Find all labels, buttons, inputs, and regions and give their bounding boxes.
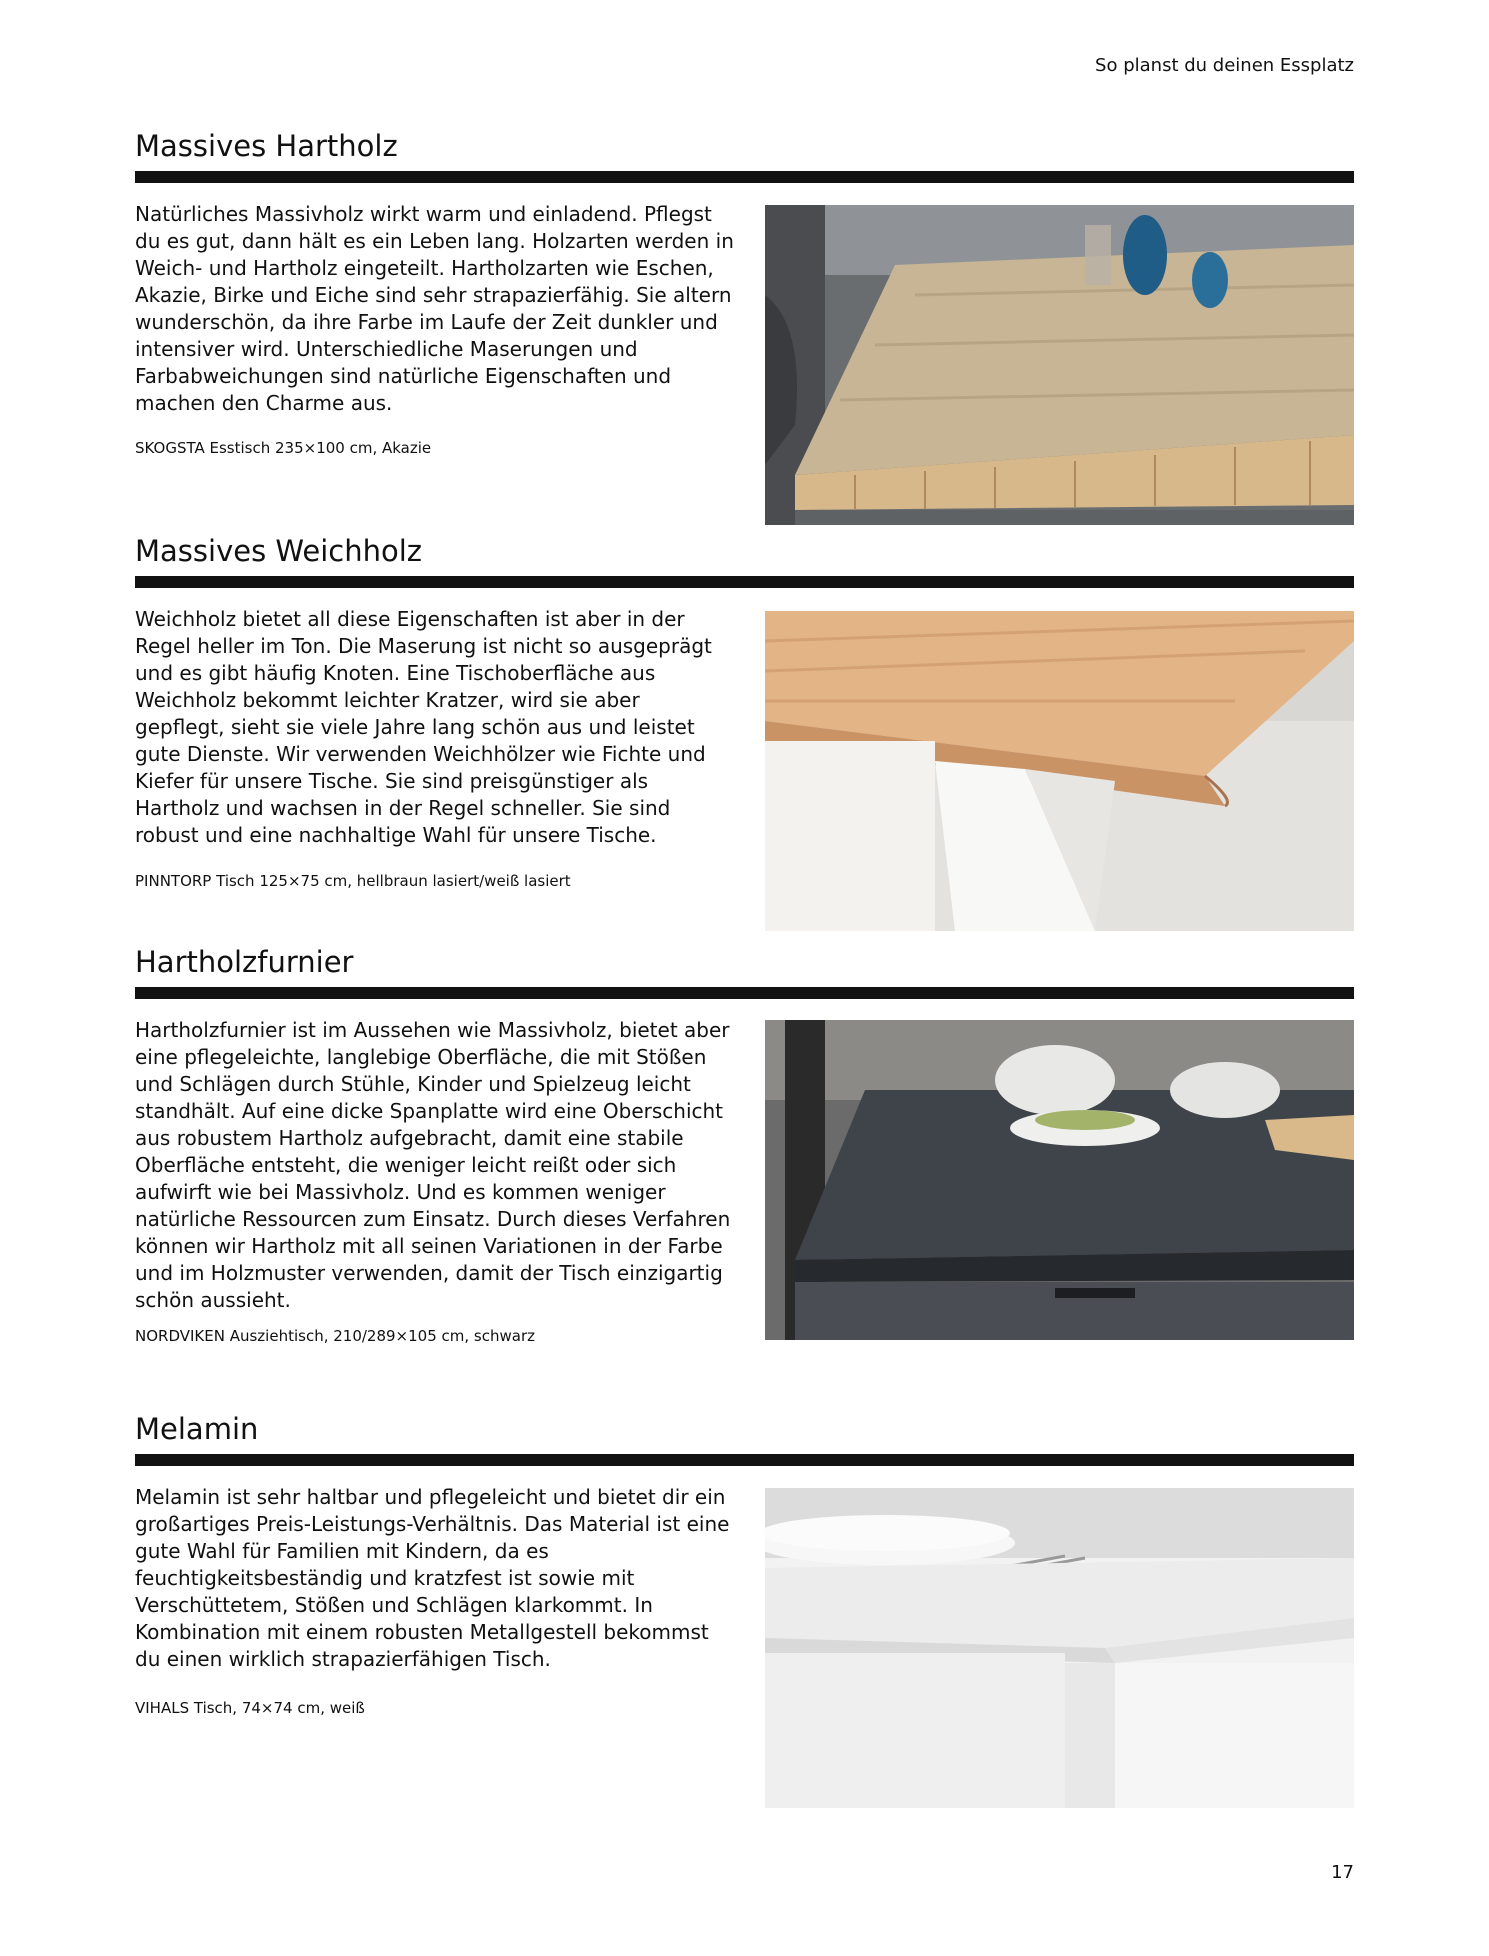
product-photo-vihals: [765, 1488, 1354, 1808]
section-body: Melamin ist sehr haltbar und pflegeleicht und bietet dir ein großartiges Preis-Leistungs-Verhältnis. Das Material ist eine gute Wahl für Familien mit Kindern, da es feuchtigkeitsbeständig und kratzfest ist sowie mit Verschüttetem, Stößen und Schlägen klarkommt. In Kombination mit einem robusten Metallgestell bekommst du einen wirklich strapazierfähigen Tisch.: [135, 1485, 730, 1671]
section-title: Massives Weichholz: [135, 534, 422, 568]
product-caption: VIHALS Tisch, 74×74 cm, weiß: [135, 1699, 365, 1717]
product-caption: PINNTORP Tisch 125×75 cm, hellbraun lasiert/weiß lasiert: [135, 872, 571, 890]
section-melamin: [135, 1411, 1354, 1831]
section-body: Hartholzfurnier ist im Aussehen wie Massivholz, bietet aber eine pflegeleichte, langlebige Oberfläche, die mit Stößen und Schlägen durch Stühle, Kinder und Spielzeug leicht standhält. Auf eine dicke Spanplatte wird eine Oberschicht aus robustem Hartholz aufgebracht, damit eine stabile Oberfläche entsteht, die weniger leicht reißt oder sich aufwirft wie bei Massivholz. Und es kommen weniger natürliche Ressourcen zum Einsatz. Durch dieses Verfahren können wir Hartholz mit all seinen Variationen in der Farbe und im Holzmuster verwenden, damit der Tisch einzigartig schön aussieht.: [135, 1018, 731, 1312]
product-photo-nordviken: [765, 1020, 1354, 1340]
section-title: Hartholzfurnier: [135, 945, 354, 979]
section-title: Massives Hartholz: [135, 129, 398, 163]
section-hartholzfurnier: [135, 944, 1354, 1344]
section-body: Natürliches Massivholz wirkt warm und einladend. Pflegst du es gut, dann hält es ein Leben lang. Holzarten werden in Weich- und Hartholz eingeteilt. Hartholzarten wie Eschen, Akazie, Birke und Eiche sind sehr strapazierfähig. Sie altern wunderschön, da ihre Farbe im Laufe der Zeit dunkler und intensiver wird. Unterschiedliche Maserungen und Farbabweichungen sind natürliche Eigenschaften und machen den Charme aus.: [135, 202, 734, 415]
product-photo-skogsta: [765, 205, 1354, 525]
section-massives-weichholz: [135, 533, 1354, 933]
section-divider: [135, 987, 1354, 999]
section-divider: [135, 171, 1354, 183]
section-divider: [135, 1454, 1354, 1466]
section-title: Melamin: [135, 1412, 259, 1446]
product-photo-pinntorp: [765, 611, 1354, 931]
product-caption: SKOGSTA Esstisch 235×100 cm, Akazie: [135, 439, 432, 457]
section-body: Weichholz bietet all diese Eigenschaften ist aber in der Regel heller im Ton. Die Maserung ist nicht so ausgeprägt und es gibt häufig Knoten. Eine Tischoberfläche aus Weichholz bekommt leichter Kratzer, wird sie aber gepflegt, sieht sie viele Jahre lang schön aus und leistet gute Dienste. Wir verwenden Weichhölzer wie Fichte und Kiefer für unsere Tische. Sie sind preisgünstiger als Hartholz und wachsen in der Regel schneller. Sie sind robust und eine nachhaltige Wahl für unsere Tische.: [135, 607, 712, 847]
section-massives-hartholz: [135, 128, 1354, 528]
section-divider: [135, 576, 1354, 588]
running-header: So planst du deinen Essplatz: [1095, 55, 1354, 76]
product-caption: NORDVIKEN Ausziehtisch, 210/289×105 cm, schwarz: [135, 1327, 535, 1345]
page-number: 17: [1331, 1862, 1354, 1883]
